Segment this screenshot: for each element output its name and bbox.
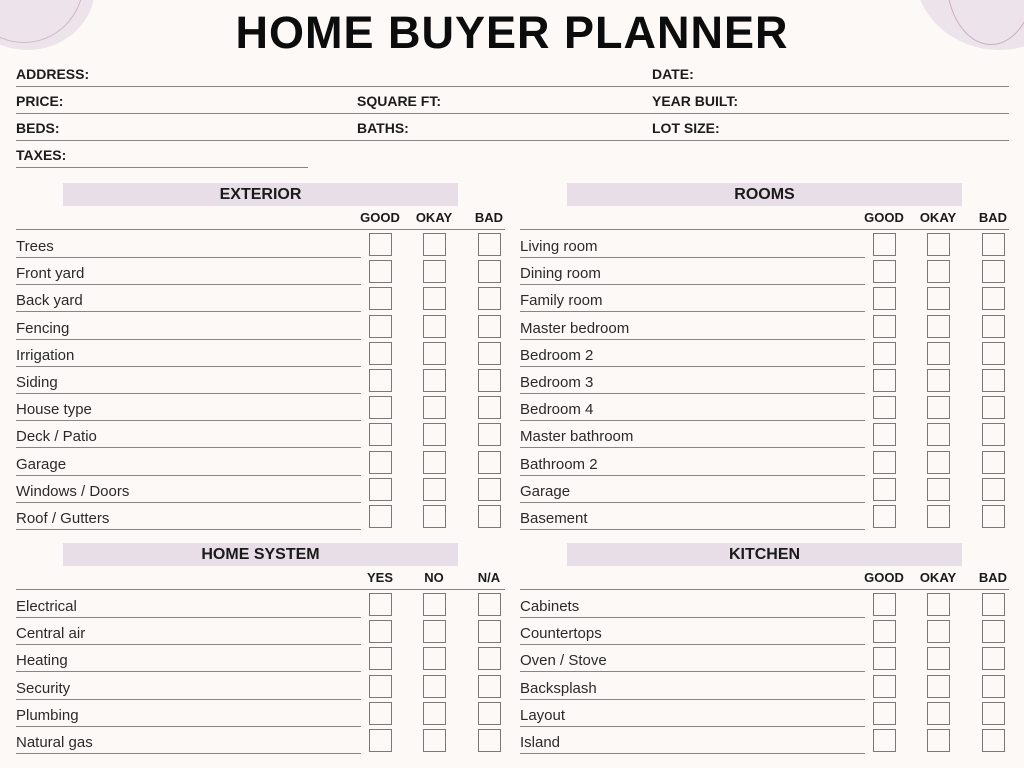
home-system-checkbox-yes[interactable] xyxy=(369,702,392,725)
kitchen-item-row xyxy=(520,647,865,672)
rooms-checkbox-okay[interactable] xyxy=(927,369,950,392)
date-field[interactable] xyxy=(636,61,1009,87)
rooms-checkbox-bad[interactable] xyxy=(982,423,1005,446)
kitchen-checkbox-good[interactable] xyxy=(873,702,896,725)
item-label: Back yard xyxy=(16,292,83,310)
item-label: Cabinets xyxy=(520,598,580,615)
rooms-checkbox-bad[interactable] xyxy=(982,369,1005,392)
rooms-item-row xyxy=(520,505,865,530)
exterior-column-header: GOOD xyxy=(360,210,400,225)
exterior-checkbox-good[interactable] xyxy=(369,315,392,338)
rooms-checkbox-bad[interactable] xyxy=(982,233,1005,256)
rooms-item-row xyxy=(520,233,865,258)
item-label: Central air xyxy=(16,625,86,643)
exterior-checkbox-okay[interactable] xyxy=(423,505,446,528)
kitchen-item-row xyxy=(520,729,865,754)
page-title: HOME BUYER PLANNER xyxy=(235,7,789,58)
home-system-checkbox-no[interactable] xyxy=(423,675,446,698)
kitchen-item-row xyxy=(520,702,865,727)
rooms-item-row xyxy=(520,478,865,503)
rooms-checkbox-okay[interactable] xyxy=(927,505,950,528)
kitchen-item-row xyxy=(520,620,865,645)
divider xyxy=(520,229,1009,230)
exterior-checkbox-okay[interactable] xyxy=(423,451,446,474)
home-system-checkbox-yes[interactable] xyxy=(369,729,392,752)
kitchen-column-header: BAD xyxy=(978,570,1008,585)
rooms-checkbox-good[interactable] xyxy=(873,315,896,338)
rooms-item-row xyxy=(520,342,865,367)
item-label: Living room xyxy=(520,238,598,255)
item-label: Backsplash xyxy=(520,679,597,697)
exterior-column-header: BAD xyxy=(474,210,504,225)
home-system-column-header: YES xyxy=(366,570,393,585)
item-label: Bathroom 2 xyxy=(520,455,598,473)
item-label: Countertops xyxy=(520,625,602,643)
exterior-checkbox-okay[interactable] xyxy=(423,423,446,446)
kitchen-checkbox-good[interactable] xyxy=(873,729,896,752)
home-system-checkbox-na[interactable] xyxy=(478,729,501,752)
lot-size-field[interactable] xyxy=(636,115,1009,141)
exterior-item-row xyxy=(16,451,361,476)
item-label: Roof / Gutters xyxy=(16,510,110,527)
home-system-column-header: NO xyxy=(424,570,444,585)
rooms-column-header: BAD xyxy=(978,210,1008,225)
rooms-checkbox-bad[interactable] xyxy=(982,451,1005,474)
divider xyxy=(520,589,1009,590)
kitchen-checkbox-okay[interactable] xyxy=(927,702,950,725)
rooms-checkbox-okay[interactable] xyxy=(927,342,950,365)
rooms-checkbox-good[interactable] xyxy=(873,478,896,501)
rooms-checkbox-okay[interactable] xyxy=(927,396,950,419)
kitchen-item-row xyxy=(520,593,865,618)
rooms-item-row xyxy=(520,423,865,448)
item-label: Garage xyxy=(520,482,571,500)
exterior-checkbox-bad[interactable] xyxy=(478,423,501,446)
kitchen-checkbox-good[interactable] xyxy=(873,593,896,616)
item-label: Trees xyxy=(16,238,54,255)
exterior-item-row xyxy=(16,423,361,448)
kitchen-checkbox-bad[interactable] xyxy=(982,620,1005,643)
exterior-checkbox-okay[interactable] xyxy=(423,396,446,419)
home-system-checkbox-na[interactable] xyxy=(478,647,501,670)
exterior-item-row xyxy=(16,233,361,258)
rooms-checkbox-good[interactable] xyxy=(873,451,896,474)
item-label: Heating xyxy=(16,652,68,670)
exterior-checkbox-bad[interactable] xyxy=(478,451,501,474)
exterior-checkbox-good[interactable] xyxy=(369,233,392,256)
rooms-checkbox-good[interactable] xyxy=(873,233,896,256)
item-label: Siding xyxy=(16,374,58,391)
item-label: Front yard xyxy=(16,265,85,283)
exterior-checkbox-bad[interactable] xyxy=(478,233,501,256)
home-system-item-row xyxy=(16,593,361,618)
exterior-checkbox-bad[interactable] xyxy=(478,478,501,501)
taxes-field[interactable] xyxy=(16,142,308,168)
rooms-checkbox-okay[interactable] xyxy=(927,423,950,446)
rooms-checkbox-good[interactable] xyxy=(873,342,896,365)
divider xyxy=(16,229,505,230)
item-label: Garage xyxy=(16,455,67,473)
address-label: ADDRESS: xyxy=(16,66,90,82)
rooms-checkbox-okay[interactable] xyxy=(927,233,950,256)
exterior-checkbox-good[interactable] xyxy=(369,260,392,283)
kitchen-section-title: KITCHEN xyxy=(567,543,962,566)
exterior-checkbox-bad[interactable] xyxy=(478,287,501,310)
item-label: Bedroom 4 xyxy=(520,401,594,419)
item-label: Security xyxy=(16,679,71,697)
exterior-checkbox-good[interactable] xyxy=(369,423,392,446)
home-system-checkbox-yes[interactable] xyxy=(369,647,392,670)
divider xyxy=(16,589,505,590)
kitchen-checkbox-okay[interactable] xyxy=(927,647,950,670)
exterior-checkbox-good[interactable] xyxy=(369,478,392,501)
item-label: Dining room xyxy=(520,265,601,283)
rooms-item-row xyxy=(520,451,865,476)
exterior-column-header: OKAY xyxy=(415,210,453,225)
taxes-label: TAXES: xyxy=(16,147,67,163)
item-label: Bedroom 2 xyxy=(520,346,594,364)
exterior-checkbox-okay[interactable] xyxy=(423,260,446,283)
item-label: Windows / Doors xyxy=(16,482,130,500)
home-system-checkbox-no[interactable] xyxy=(423,593,446,616)
price-field[interactable] xyxy=(16,88,356,114)
exterior-checkbox-good[interactable] xyxy=(369,342,392,365)
lot-size-label: LOT SIZE: xyxy=(652,120,720,136)
home-system-checkbox-no[interactable] xyxy=(423,647,446,670)
rooms-checkbox-okay[interactable] xyxy=(927,315,950,338)
exterior-checkbox-good[interactable] xyxy=(369,396,392,419)
exterior-item-row xyxy=(16,315,361,340)
kitchen-checkbox-bad[interactable] xyxy=(982,729,1005,752)
kitchen-checkbox-bad[interactable] xyxy=(982,647,1005,670)
exterior-checkbox-okay[interactable] xyxy=(423,233,446,256)
exterior-checkbox-bad[interactable] xyxy=(478,342,501,365)
home-system-checkbox-yes[interactable] xyxy=(369,620,392,643)
exterior-checkbox-good[interactable] xyxy=(369,369,392,392)
rooms-item-row xyxy=(520,260,865,285)
rooms-column-header: OKAY xyxy=(919,210,957,225)
home-system-item-row xyxy=(16,702,361,727)
square-ft-label: SQUARE FT: xyxy=(357,93,441,109)
exterior-checkbox-bad[interactable] xyxy=(478,396,501,419)
home-system-checkbox-na[interactable] xyxy=(478,675,501,698)
rooms-checkbox-bad[interactable] xyxy=(982,260,1005,283)
home-system-checkbox-na[interactable] xyxy=(478,593,501,616)
rooms-checkbox-bad[interactable] xyxy=(982,478,1005,501)
home-system-checkbox-no[interactable] xyxy=(423,702,446,725)
price-label: PRICE: xyxy=(16,93,64,109)
exterior-checkbox-okay[interactable] xyxy=(423,478,446,501)
exterior-item-row xyxy=(16,260,361,285)
rooms-checkbox-good[interactable] xyxy=(873,396,896,419)
exterior-checkbox-okay[interactable] xyxy=(423,315,446,338)
rooms-checkbox-good[interactable] xyxy=(873,423,896,446)
item-label: Master bathroom xyxy=(520,428,634,446)
exterior-checkbox-bad[interactable] xyxy=(478,369,501,392)
kitchen-column-header: OKAY xyxy=(919,570,957,585)
exterior-checkbox-okay[interactable] xyxy=(423,287,446,310)
exterior-checkbox-good[interactable] xyxy=(369,451,392,474)
baths-label: BATHS: xyxy=(357,120,409,136)
item-label: Family room xyxy=(520,292,603,310)
kitchen-checkbox-okay[interactable] xyxy=(927,675,950,698)
rooms-checkbox-okay[interactable] xyxy=(927,478,950,501)
rooms-checkbox-okay[interactable] xyxy=(927,260,950,283)
home-system-checkbox-na[interactable] xyxy=(478,702,501,725)
rooms-item-row xyxy=(520,396,865,421)
item-label: Irrigation xyxy=(16,346,75,364)
item-label: Basement xyxy=(520,510,588,527)
exterior-item-row xyxy=(16,342,361,367)
rooms-checkbox-bad[interactable] xyxy=(982,505,1005,528)
beds-label: BEDS: xyxy=(16,120,60,136)
exterior-checkbox-good[interactable] xyxy=(369,505,392,528)
address-field[interactable] xyxy=(16,61,636,87)
rooms-item-row xyxy=(520,369,865,394)
rooms-checkbox-bad[interactable] xyxy=(982,315,1005,338)
rooms-checkbox-bad[interactable] xyxy=(982,287,1005,310)
rooms-column-header: GOOD xyxy=(864,210,904,225)
home-system-item-row xyxy=(16,620,361,645)
rooms-checkbox-bad[interactable] xyxy=(982,342,1005,365)
kitchen-checkbox-good[interactable] xyxy=(873,647,896,670)
item-label: Island xyxy=(520,734,561,751)
item-label: Layout xyxy=(520,706,566,724)
exterior-section-title: EXTERIOR xyxy=(63,183,458,206)
home-system-checkbox-yes[interactable] xyxy=(369,675,392,698)
kitchen-checkbox-bad[interactable] xyxy=(982,675,1005,698)
kitchen-checkbox-okay[interactable] xyxy=(927,593,950,616)
kitchen-column-header: GOOD xyxy=(864,570,904,585)
exterior-item-row xyxy=(16,396,361,421)
exterior-checkbox-bad[interactable] xyxy=(478,505,501,528)
home-system-section-title: HOME SYSTEM xyxy=(63,543,458,566)
kitchen-item-row xyxy=(520,675,865,700)
rooms-checkbox-okay[interactable] xyxy=(927,451,950,474)
home-system-item-row xyxy=(16,647,361,672)
kitchen-checkbox-good[interactable] xyxy=(873,675,896,698)
item-label: Natural gas xyxy=(16,734,93,751)
date-label: DATE: xyxy=(652,66,694,82)
home-system-checkbox-yes[interactable] xyxy=(369,593,392,616)
rooms-checkbox-okay[interactable] xyxy=(927,287,950,310)
exterior-item-row xyxy=(16,478,361,503)
rooms-checkbox-good[interactable] xyxy=(873,260,896,283)
item-label: Master bedroom xyxy=(520,319,630,337)
rooms-checkbox-bad[interactable] xyxy=(982,396,1005,419)
kitchen-checkbox-okay[interactable] xyxy=(927,729,950,752)
item-label: Electrical xyxy=(16,598,77,615)
exterior-item-row xyxy=(16,287,361,312)
exterior-item-row xyxy=(16,369,361,394)
home-system-item-row xyxy=(16,729,361,754)
baths-field[interactable] xyxy=(356,115,636,141)
rooms-checkbox-good[interactable] xyxy=(873,369,896,392)
item-label: Oven / Stove xyxy=(520,652,607,670)
item-label: Bedroom 3 xyxy=(520,374,594,391)
kitchen-checkbox-good[interactable] xyxy=(873,620,896,643)
square-ft-field[interactable] xyxy=(356,88,636,114)
rooms-item-row xyxy=(520,287,865,312)
rooms-checkbox-good[interactable] xyxy=(873,287,896,310)
exterior-checkbox-bad[interactable] xyxy=(478,260,501,283)
item-label: House type xyxy=(16,401,92,419)
kitchen-checkbox-bad[interactable] xyxy=(982,702,1005,725)
kitchen-checkbox-okay[interactable] xyxy=(927,620,950,643)
home-system-checkbox-no[interactable] xyxy=(423,620,446,643)
rooms-item-row xyxy=(520,315,865,340)
item-label: Deck / Patio xyxy=(16,428,97,446)
year-built-field[interactable] xyxy=(636,88,1009,114)
home-system-checkbox-na[interactable] xyxy=(478,620,501,643)
home-system-checkbox-no[interactable] xyxy=(423,729,446,752)
kitchen-checkbox-bad[interactable] xyxy=(982,593,1005,616)
item-label: Fencing xyxy=(16,319,70,337)
exterior-checkbox-okay[interactable] xyxy=(423,342,446,365)
year-built-label: YEAR BUILT: xyxy=(652,93,739,109)
beds-field[interactable] xyxy=(16,115,356,141)
exterior-checkbox-okay[interactable] xyxy=(423,369,446,392)
item-label: Plumbing xyxy=(16,706,79,724)
home-system-column-header: N/A xyxy=(477,570,501,585)
exterior-checkbox-bad[interactable] xyxy=(478,315,501,338)
rooms-checkbox-good[interactable] xyxy=(873,505,896,528)
home-system-item-row xyxy=(16,675,361,700)
exterior-checkbox-good[interactable] xyxy=(369,287,392,310)
exterior-item-row xyxy=(16,505,361,530)
rooms-section-title: ROOMS xyxy=(567,183,962,206)
